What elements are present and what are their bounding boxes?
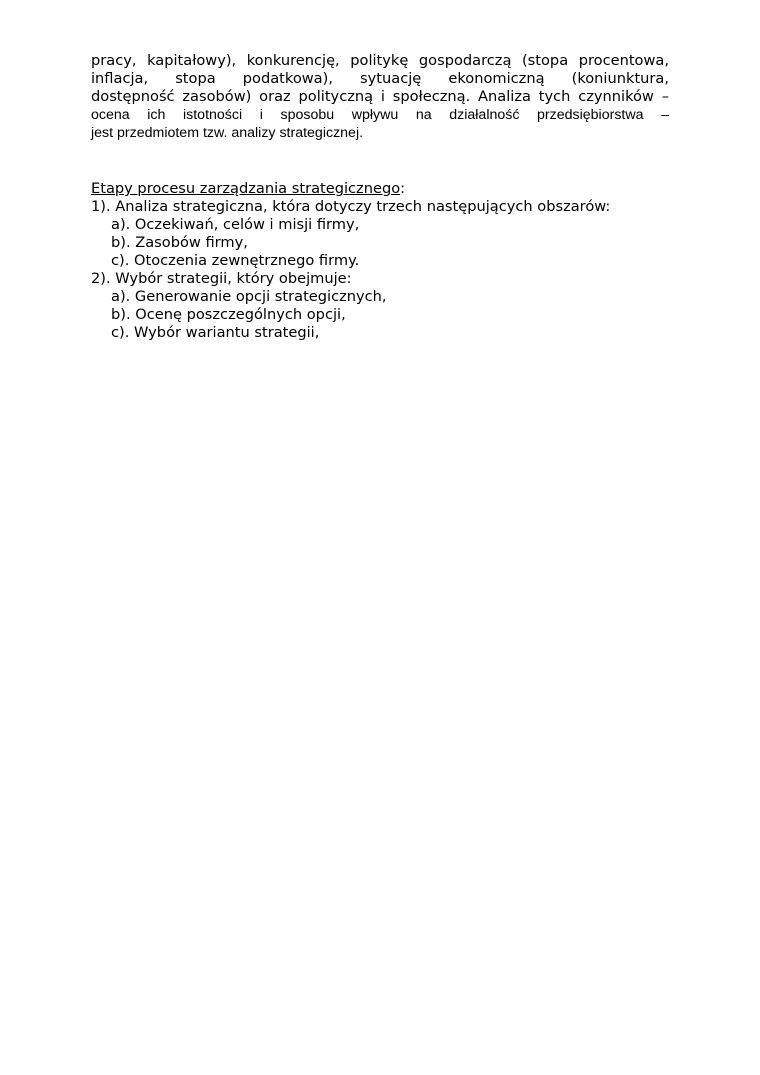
sub-list-item: c). Otoczenia zewnętrznego firmy. <box>111 252 360 269</box>
sub-list-item: a). Oczekiwań, celów i misji firmy, <box>111 216 360 233</box>
section-heading-colon: : <box>400 180 406 197</box>
section-heading <box>91 180 691 198</box>
paragraph-line: inflacja, stopa podatkowa), sytuację ekonomiczną (koniunktura, <box>91 70 669 87</box>
section-heading-text: Etapy procesu zarządzania strategicznego <box>91 180 401 197</box>
paragraph-line: dostępność zasobów) oraz polityczną i społeczną. Analiza tych czynników – <box>91 88 669 105</box>
sub-list-item: c). Wybór wariantu strategii, <box>111 324 320 341</box>
sub-list-item: b). Zasobów firmy, <box>111 234 248 251</box>
paragraph-line: pracy, kapitałowy), konkurencję, politykę gospodarczą (stopa procentowa, <box>91 52 669 69</box>
sub-list-item: b). Ocenę poszczególnych opcji, <box>111 306 346 323</box>
list-item: 1). Analiza strategiczna, która dotyczy trzech następujących obszarów: <box>91 198 611 215</box>
sub-list-item: a). Generowanie opcji strategicznych, <box>111 288 387 305</box>
paragraph-line: jest przedmiotem tzw. analizy strategicznej. <box>91 125 364 141</box>
stages-section <box>91 180 691 342</box>
intro-paragraph <box>91 52 669 142</box>
paragraph-line: ocena ich istotności i sposobu wpływu na działalność przedsiębiorstwa – <box>91 107 669 123</box>
list-item: 2). Wybór strategii, który obejmuje: <box>91 270 352 287</box>
